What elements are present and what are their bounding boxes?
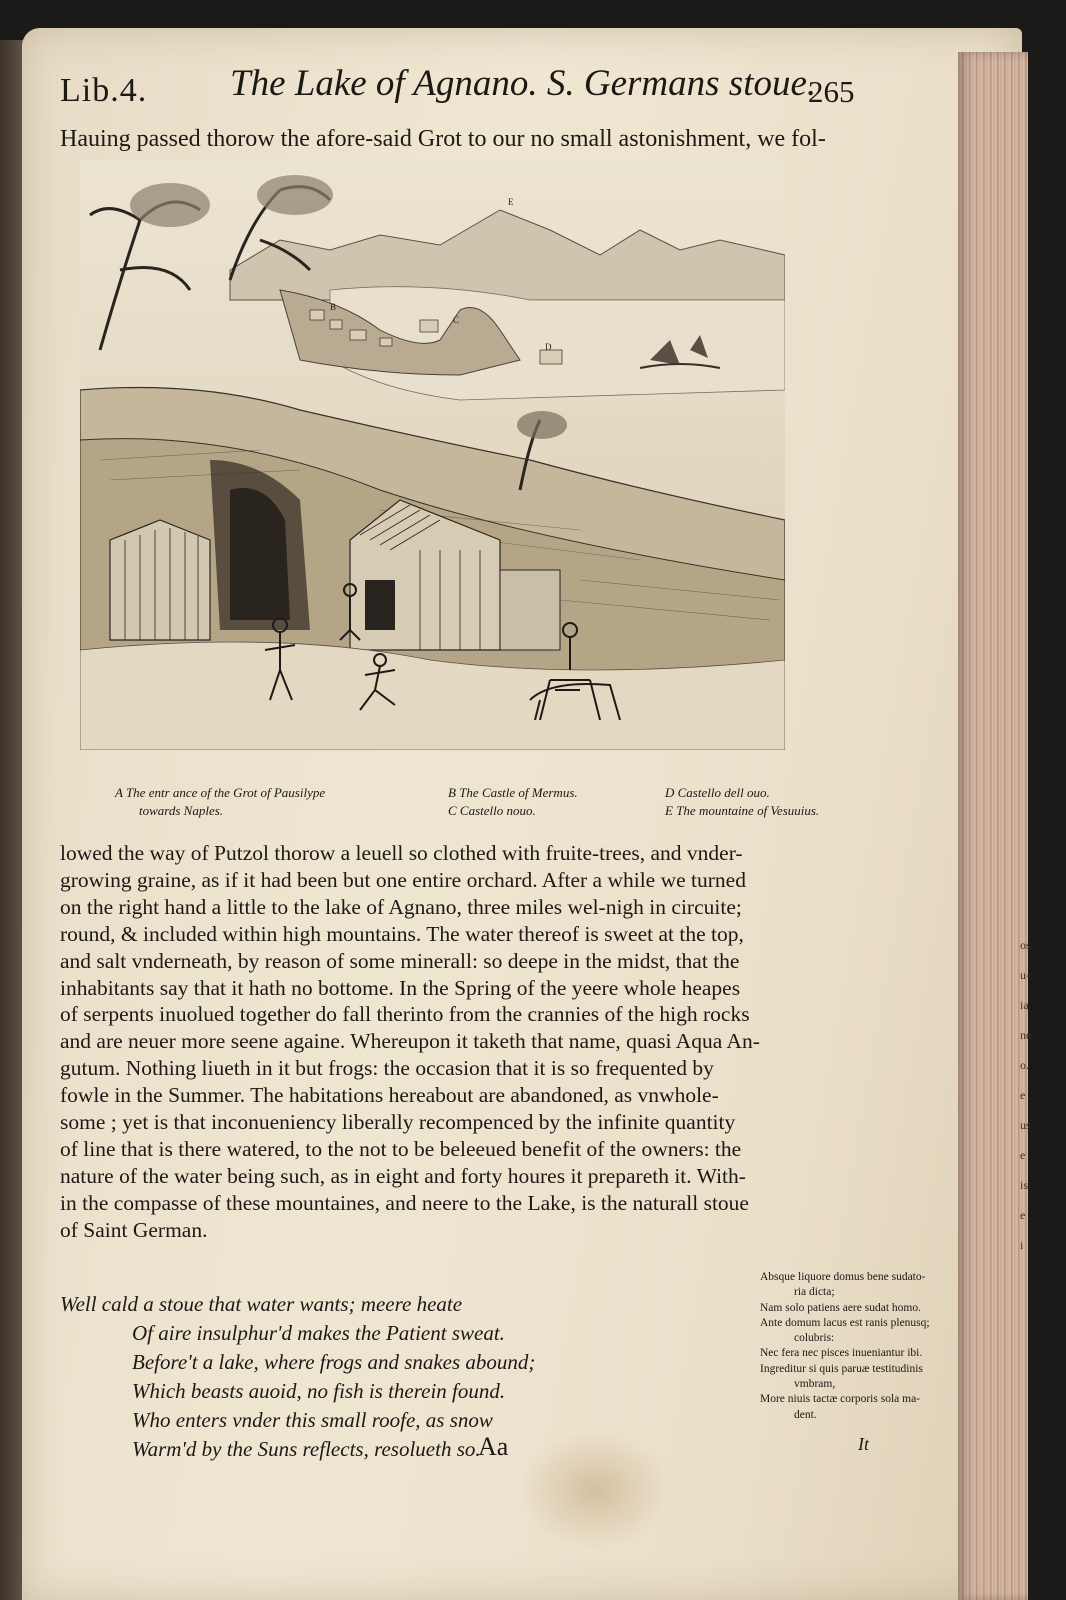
verse-line: Well cald a stoue that water wants; meere heate <box>60 1292 463 1316</box>
side-note-line: vmbram, <box>794 1378 836 1391</box>
verse-line: Warm'd by the Suns reflects, resolueth so. <box>132 1437 481 1461</box>
verse-line: Of aire insulphur'd makes the Patient sweat. <box>132 1321 505 1345</box>
margin-fragment: e <box>1020 1208 1026 1222</box>
body-line: on the right hand a little to the lake of Agnano, three miles wel-nigh in circuite; <box>60 894 742 919</box>
verse-line: Who enters vnder this small roofe, as snow <box>132 1408 493 1432</box>
margin-fragment: ne <box>1020 1028 1032 1042</box>
side-note-line: Ante domum lacus est ranis plenusq; <box>760 1316 930 1329</box>
body-line: of Saint German. <box>60 1217 208 1242</box>
next-page-bleed-fragments <box>1020 930 1060 1260</box>
margin-fragment: us <box>1020 1118 1031 1132</box>
side-note-line: Nec fera nec pisces inueniantur ibi. <box>760 1347 923 1360</box>
margin-fragment: e <box>1020 1148 1026 1162</box>
margin-fragment: i <box>1020 1238 1024 1252</box>
figure-label-a: A <box>263 577 270 587</box>
figure-label-b: B <box>330 302 337 312</box>
caption-e: E The mountaine of Vesuuius. <box>665 803 820 818</box>
body-line: of serpents inuolued together do fall therinto from the crannies of the high rocks <box>60 1002 750 1027</box>
first-text-line: Hauing passed thorow the afore-said Grot to our no small astonishment, we fol- <box>60 126 826 152</box>
engraving-svg <box>80 160 785 750</box>
margin-fragment: ia <box>1020 998 1029 1012</box>
body-line: in the compasse of these mountaines, and neere to the Lake, is the naturall stoue <box>60 1190 749 1215</box>
signature-mark: Aa <box>478 1432 509 1461</box>
side-note-line: colubris: <box>794 1332 835 1345</box>
running-header <box>60 62 880 116</box>
body-line: inhabitants say that it hath no bottome. In the Spring of the yeere whole heapes <box>60 975 741 1000</box>
catchword: It <box>858 1434 869 1454</box>
figure-label-d: D <box>545 342 552 352</box>
margin-fragment: u- <box>1020 968 1030 982</box>
side-note-line: More niuis tactæ corporis sola ma- <box>760 1393 921 1406</box>
body-line: growing graine, as if it had been but one entire orchard. After a while we turned <box>60 867 746 892</box>
side-note-line: Absque liquore domus bene sudato- <box>760 1271 926 1283</box>
body-line: and are neuer more seene againe. Whereupon it taketh that name, quasi Aqua An- <box>60 1029 760 1054</box>
body-paragraph <box>60 840 880 1244</box>
figure-label-e: E <box>508 197 514 207</box>
figure-captions <box>115 785 885 835</box>
margin-fragment: e <box>1020 1088 1026 1102</box>
body-line: and salt vnderneath, by reason of some minerall: so deepe in the midst, that the <box>60 948 740 973</box>
verse-block <box>60 1290 660 1464</box>
caption-d: D Castello dell ouo. <box>665 785 770 800</box>
side-note-line: dent. <box>794 1408 817 1421</box>
caption-b: B The Castle of Mermus. <box>448 785 578 800</box>
body-line: fowle in the Summer. The habitations hereabout are abandoned, as vnwhole- <box>60 1083 719 1108</box>
engraving-illustration <box>80 160 785 750</box>
body-line: gutum. Nothing liueth in it but frogs: the occasion that it is so frequented by <box>60 1056 714 1081</box>
latin-side-notes <box>760 1270 990 1423</box>
body-line: of line that is there watered, to the not to be beleeued benefit of the owners: the <box>60 1136 742 1161</box>
verse-line: Before't a lake, where frogs and snakes abound; <box>132 1350 536 1374</box>
caption-c: C Castello nouo. <box>448 803 536 818</box>
side-note-line: Nam solo patiens aere sudat homo. <box>760 1301 921 1314</box>
margin-fragment: os <box>1020 938 1031 952</box>
margin-fragment: o. <box>1020 1058 1029 1072</box>
page-number: 265 <box>808 74 855 109</box>
side-note-line: Ingreditur si quis paruæ testitudinis <box>760 1362 923 1375</box>
body-line: lowed the way of Putzol thorow a leuell so clothed with fruite-trees, and vnder- <box>60 841 743 865</box>
verse-line: Which beasts auoid, no fish is therein found. <box>132 1379 506 1403</box>
running-title: The Lake of Agnano. S. Germans stoue. <box>230 63 817 104</box>
caption-a-line1: A The entr ance of the Grot of Pausilype <box>115 785 326 800</box>
caption-a-line2: towards Naples. <box>139 803 224 818</box>
figure-label-c: C <box>453 315 460 325</box>
book-number: Lib.4. <box>60 72 148 109</box>
body-line: round, & included within high mountains. The water thereof is sweet at the top, <box>60 921 744 946</box>
body-line: nature of the water being such, as in eight and forty houres it prepareth it. With- <box>60 1163 746 1188</box>
body-line: some ; yet is that inconueniency liberally recompenced by the infinite quantity <box>60 1110 736 1135</box>
side-note-line: ria dicta; <box>794 1286 835 1299</box>
margin-fragment: is <box>1020 1178 1029 1192</box>
